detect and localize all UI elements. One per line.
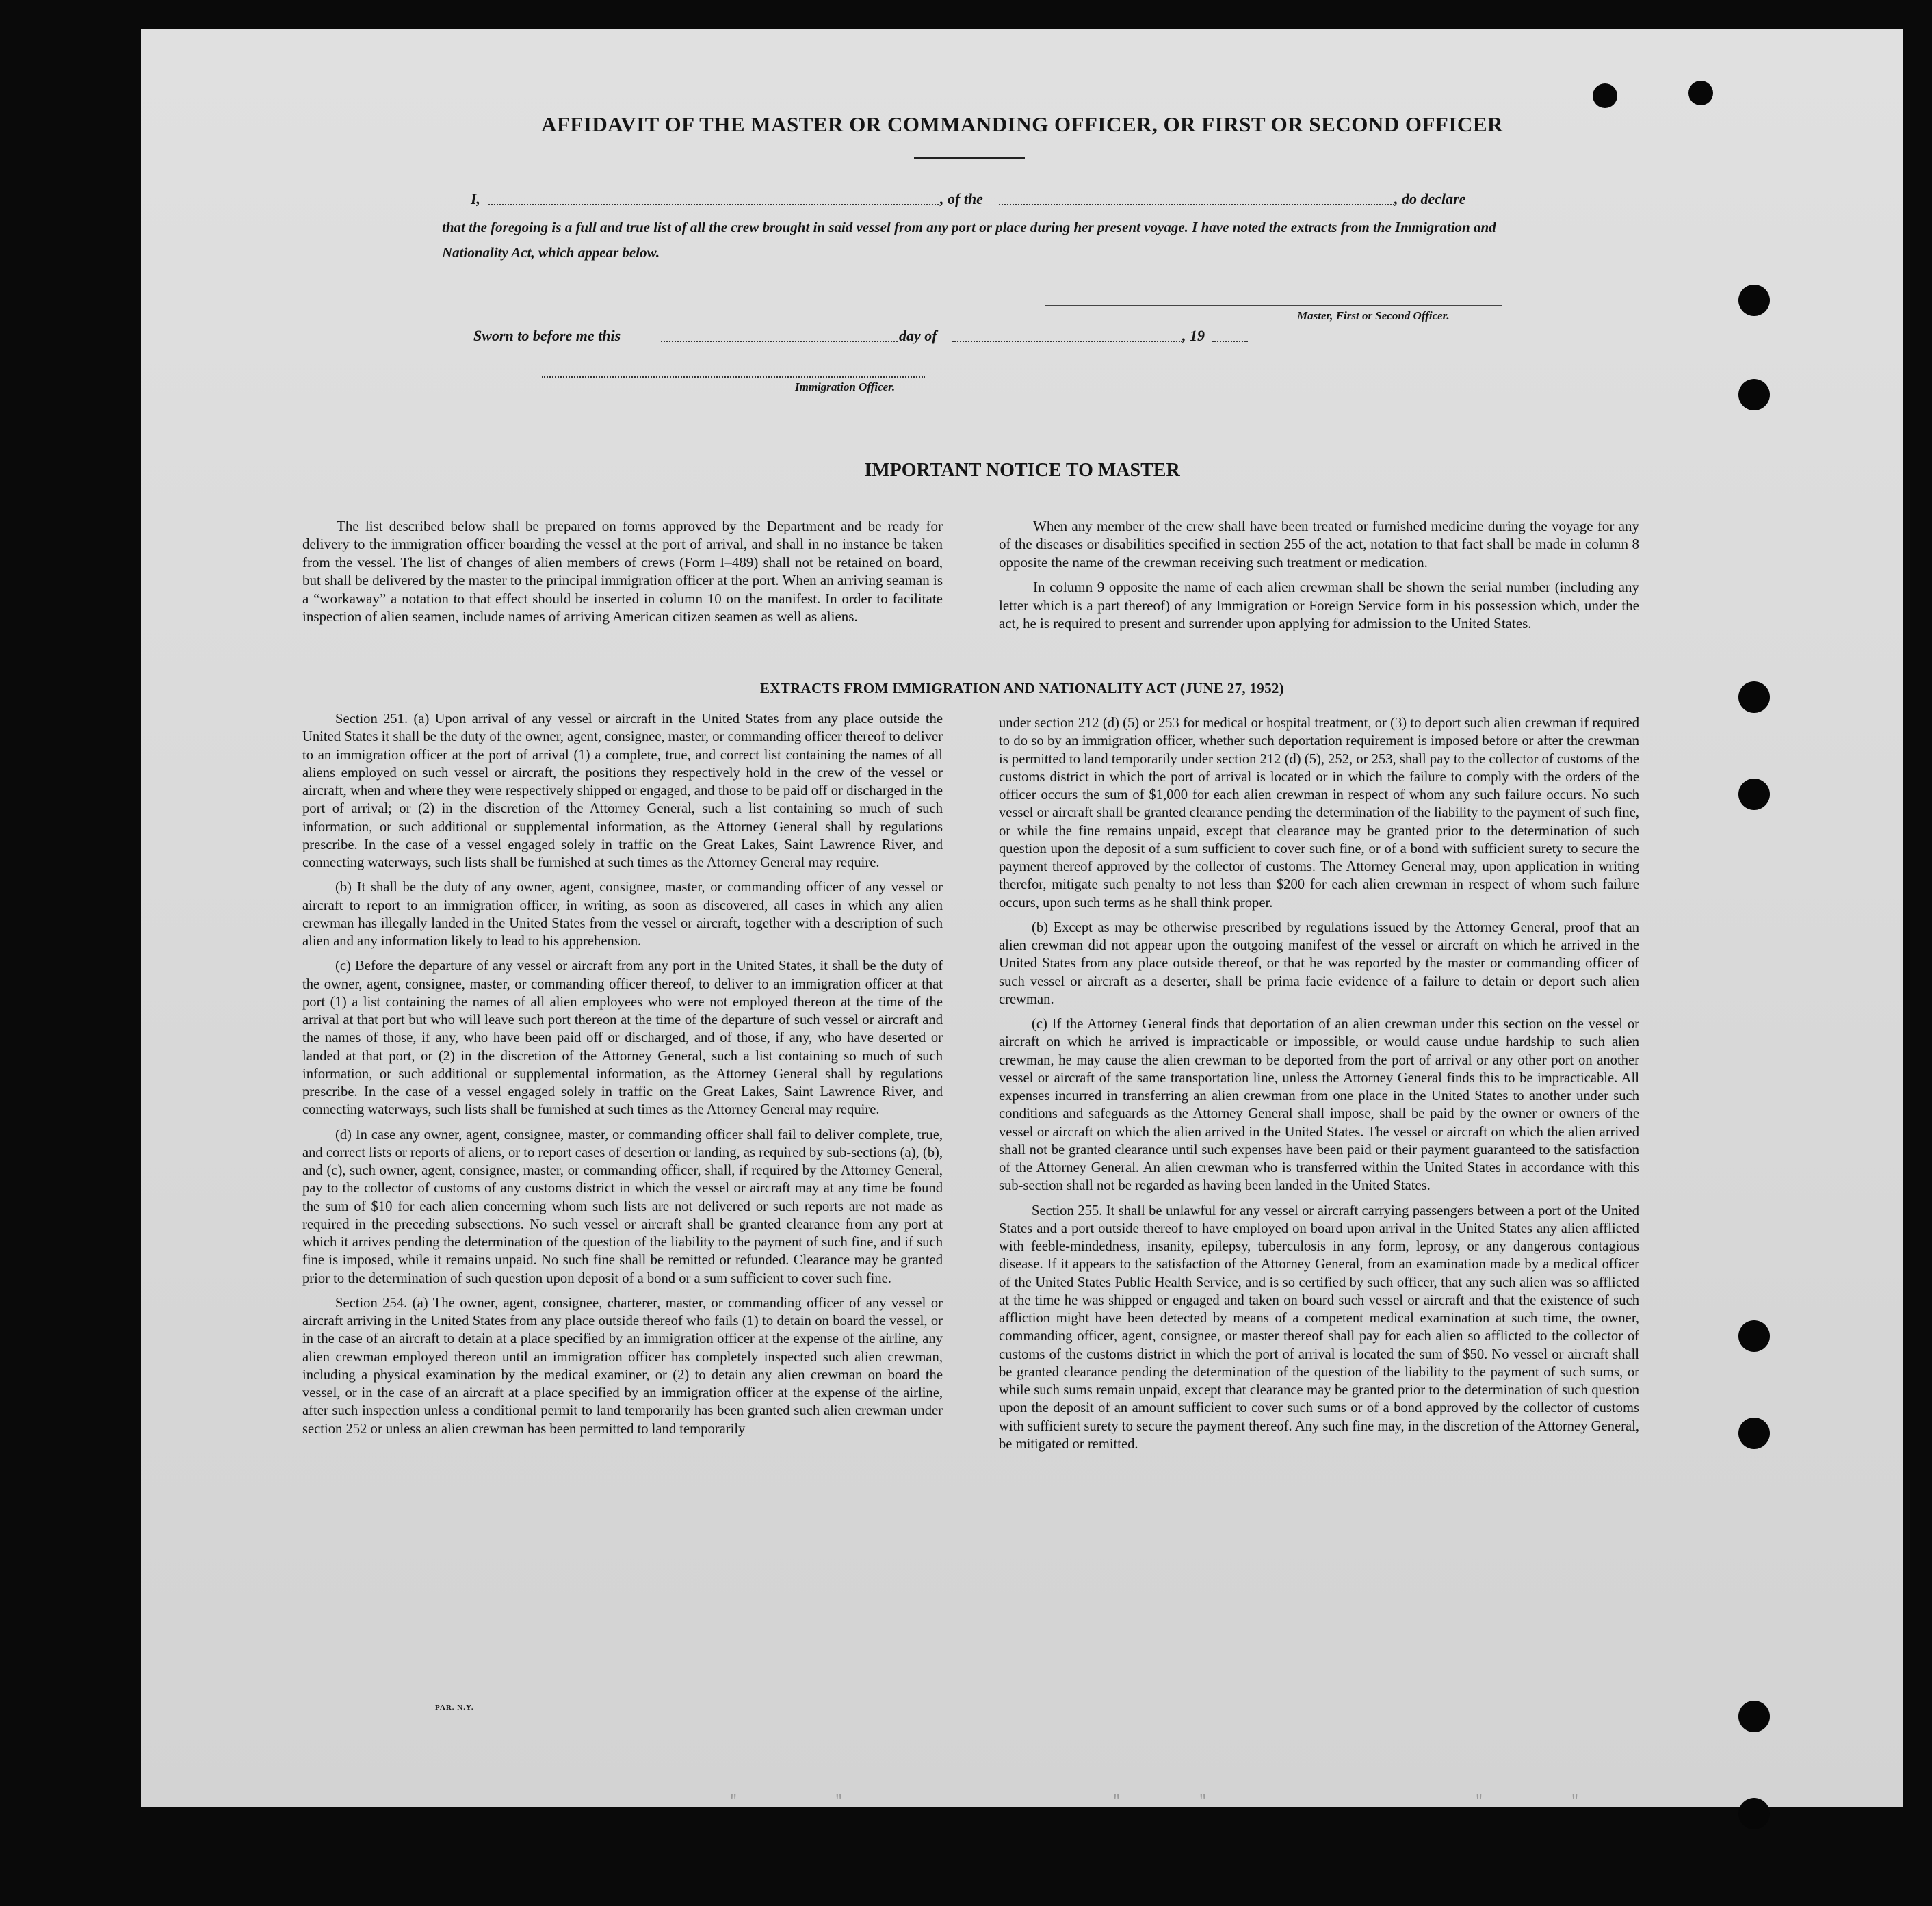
punch-hole [1738, 1701, 1770, 1732]
punch-hole [1738, 779, 1770, 810]
notice-left-column [302, 517, 943, 632]
section-251b: (b) It shall be the duty of any owner, agent, consignee, master, or commanding officer of any vessel or aircraft to report to an immigration officer, in writing, as soon as discovered, all cases in which any alien crewman has illegally landed in the United States from the vessel or aircraft, together with a description of such alien and any information likely to lead to his apprehension. [302, 880, 943, 949]
notice-right-paragraph-2: In column 9 opposite the name of each alien crewman shall be shown the serial number (including any letter which is a part thereof) of any Immigration or Foreign Service form in his possession which, under the act, he is required to present and surrender upon applying for admission to the United States. [999, 579, 1639, 632]
section-255: Section 255. It shall be unlawful for any vessel or aircraft carrying passengers between a port of the United States and a port outside thereof to have employed on board upon arrival in the United States any alien afflicted with feeble-mindedness, insanity, epilepsy, tuberculosis in any form, leprosy, or any dangerous contagious disease. If it appears to the satisfaction of the Attorney General, from an examination made by a medical officer of the United States Public Health Service, and is so certified by such officer, that any such alien was so afflicted at the time he was shipped or engaged and taken on board such vessel or aircraft and that the existence of such affliction might have been detected by means of a competent medical examination at such time, the owner, commanding officer, agent, consignee, or master thereof shall pay for each alien so afflicted to the collector of customs of the customs district in which the port of arrival is located the sum of $50. No vessel or aircraft shall be granted clearance pending the determination of the question of the liability to the payment of such sums, or while such sums remain unpaid, except that clearance may be granted prior to the determination of such question upon the deposit of an amount sufficient to cover such sums or of a bond approved by the collector of customs with sufficient surety to secure the payment thereof. Any such fine may, in the discretion of the Attorney General, be mitigated or remitted. [999, 1203, 1639, 1452]
print-code: PAR. N.Y. [435, 1703, 474, 1712]
name-field[interactable] [488, 204, 939, 205]
extracts-right-column [999, 714, 1639, 1460]
section-251c: (c) Before the departure of any vessel or aircraft from any port in the United States, it shall be the duty of the owner, agent, consignee, master, or commanding officer thereof, to deliver to an immigration officer at that port (1) a list containing the names of all alien employees who were not employed thereon at the time of the arrival at that port but who will leave such port thereon at the time of the departure of such vessel or aircraft and the names of those, if any, who have been paid off or discharged, and of those, if any, who have deserted or landed at that port, or (2) in the discretion of the Attorney General, such a list containing so much of such information, or such additional or supplemental information, as the Attorney General shall by regulations prescribe. In the case of a vessel engaged solely in traffic on the Great Lakes, Saint Lawrence River, and connecting waterways, such lists shall be furnished at such times as the Attorney General may require. [302, 958, 943, 1118]
bleed-through-mark: " " [1112, 1794, 1209, 1810]
notice-right-column [999, 517, 1639, 639]
vessel-field[interactable] [999, 204, 1394, 205]
extracts-left-column [302, 710, 943, 1445]
declaration-text: that the foregoing is a full and true list of all the crew brought in said vessel from any port or place during her present voyage. I have noted the extracts from the Immigration and Nationality Act, which appear below. [442, 219, 1496, 261]
do-declare-label: , do declare [1394, 190, 1466, 207]
i-label: I, [471, 190, 481, 207]
punch-hole [1738, 1320, 1770, 1352]
affidavit-title: AFFIDAVIT OF THE MASTER OR COMMANDING OFFICER, OR FIRST OR SECOND OFFICER [541, 112, 1503, 136]
master-signature-line[interactable] [1045, 305, 1502, 306]
punch-hole [1738, 1418, 1770, 1449]
punch-hole [1738, 1798, 1770, 1829]
officer-signature-label: Immigration Officer. [795, 380, 896, 393]
section-251d: (d) In case any owner, agent, consignee, master, or commanding officer shall fail to deliver complete, true, and correct lists or reports of aliens, or to report cases of desertion or landing, as required by sub-sections (a), (b), and (c), such owner, agent, consignee, master, or commanding officer, shall, if required by the Attorney General, pay to the collector of customs of any customs district in which the vessel or aircraft may at any time be found the sum of $10 for each alien concerning whom such lists are not delivered or such reports are not made as required in the preceding subsections. No such vessel or aircraft shall be granted clearance from any port at which it arrives pending the determination of the question of the liability to the payment of such fine, and if such fine is imposed, while it remains unpaid. No such fine shall be remitted or refunded. Clearance may be granted prior to the determination of such question upon deposit of a bond or a sum sufficient to cover such fine. [302, 1127, 943, 1286]
year-label: , 19 [1182, 327, 1205, 344]
section-254b: (b) Except as may be otherwise prescribed by regulations issued by the Attorney General, proof that an alien crewman did not appear upon the outgoing manifest of the vessel or aircraft on which he arrived in the United States from any place outside thereof, or that he was reported by the master or commanding officer of such vessel or aircraft as a deserter, shall be prima facie evidence of a failure to detain or deport such alien crewman. [999, 919, 1639, 1007]
section-254a: Section 254. (a) The owner, agent, consignee, charterer, master, or commanding officer of any vessel or aircraft arriving in the United States from any place outside thereof who fails (1) to detain on board the vessel, or in the case of an aircraft to detain at a place specified by an immigration officer at the expense of the airline, any alien crewman employed thereon until an immigration officer has completely inspected such alien crewman, including a physical examination by the medical examiner, or (2) to detain any alien crewman on board the vessel, or in the case of an aircraft at a place specified by an immigration officer at the expense of the airline, after such inspection unless a conditional permit to land temporarily has been granted such alien crewman under section 252 or unless an alien crewman has been permitted to land temporarily [302, 1295, 943, 1437]
notice-right-paragraph-1: When any member of the crew shall have been treated or furnished medicine during the voyage for any of the diseases or disabilities specified in section 255 of the act, notation to that fact shall be made in column 8 opposite the name of the crewman receiving such treatment or medication. [999, 518, 1639, 571]
notice-left-paragraph: The list described below shall be prepared on forms approved by the Department and be ready for delivery to the immigration officer boarding the vessel at the port of arrival, and shall in no instance be taken from the vessel. The list of changes of alien members of crews (Form I–489) shall not be retained on board, but shall be delivered by the master to the principal immigration officer at the port. When an arriving seaman is a “workaway” a notation to that effect should be inserted in column 10 on the manifest. In order to facilitate inspection of alien seamen, include names of arriving American citizen seamen as well as aliens. [302, 518, 943, 625]
sworn-label: Sworn to before me this [473, 327, 621, 344]
section-254a-continued: under section 212 (d) (5) or 253 for medical or hospital treatment, or (3) to deport such alien crewman if required to do so by an immigration officer, whether such deportation requirement is imposed before or after the crewman is permitted to land temporarily under section 212 (d) (5), 252, or 253, shall pay to the collector of customs of the customs district in which the port of arrival is located or in which the failure to comply with the orders of the officer occurs the sum of $1,000 for each alien crewman in respect of whom any such failure occurs. No such vessel or aircraft shall be granted clearance pending the determination of the liability to the payment of such fine, or while the fine remains unpaid, except that clearance may be granted prior to the determination of such question upon the deposit of a sum sufficient to cover such fine, or of a bond with sufficient surety to secure the payment thereof approved by the collector of customs. The Attorney General may, upon application in writing therefor, mitigate such penalty to not less than $200 for each alien crewman in respect of whom such failure occurs, upon such terms as he shall think proper. [999, 716, 1639, 911]
master-signature-label: Master, First or Second Officer. [1297, 309, 1450, 322]
title-divider [914, 157, 1025, 159]
section-254c: (c) If the Attorney General finds that deportation of an alien crewman under this section on the vessel or aircraft on which he arrived is impracticable or impossible, or would cause undue hardship to such alien crewman, he may cause the alien crewman to be deported from the port of arrival or any other port on another vessel or aircraft of the same transportation line, unless the Attorney General finds this to be impracticable. All expenses incurred in transferring an alien crewman from one place in the United States to another under such conditions and safeguards as the Attorney General shall impose, shall be paid by the owner or owners of the vessel or aircraft on which the alien arrived in the United States. The vessel or aircraft on which the alien arrived shall not be granted clearance until such expenses have been paid or their payment guaranteed to the satisfaction of the Attorney General. An alien crewman who is transferred within the United States in accordance with this sub-section shall not be regarded as having been landed in the United States. [999, 1017, 1639, 1194]
extracts-title: EXTRACTS FROM IMMIGRATION AND NATIONALITY ACT (JUNE 27, 1952) [760, 680, 1284, 696]
notice-title: IMPORTANT NOTICE TO MASTER [864, 460, 1180, 481]
punch-hole [1738, 379, 1770, 410]
sworn-year-field[interactable] [1212, 341, 1248, 342]
sworn-day-field[interactable] [661, 341, 898, 342]
punch-hole [1738, 285, 1770, 316]
of-the-label: , of the [940, 190, 983, 207]
bleed-through-mark: " " [729, 1794, 845, 1810]
bleed-through-mark: " " [1475, 1794, 1581, 1810]
document-page [141, 29, 1903, 1810]
officer-signature-line[interactable] [542, 376, 925, 378]
punch-hole [1688, 81, 1713, 105]
day-of-label: day of [899, 327, 937, 344]
sworn-month-field[interactable] [952, 341, 1182, 342]
section-251a: Section 251. (a) Upon arrival of any vessel or aircraft in the United States from any place outside the United States it shall be the duty of the owner, agent, consignee, master, or commanding officer thereof to deliver to an immigration officer at the port of arrival (1) a complete, true, and correct list containing the names of all aliens employed on such vessel or aircraft, the positions they respectively hold in the crew of the vessel or aircraft, when and where they were respectively shipped or engaged, and those to be paid off or discharged in the port of arrival; or (2) in the discretion of the Attorney General, such a list containing so much of such information, or such additional or supplemental information, as the Attorney General shall by regulations prescribe. In the case of a vessel engaged solely in traffic on the Great Lakes, Saint Lawrence River, and connecting waterways, such lists shall be furnished at such times as the Attorney General may require. [302, 712, 943, 870]
punch-hole [1593, 83, 1617, 108]
